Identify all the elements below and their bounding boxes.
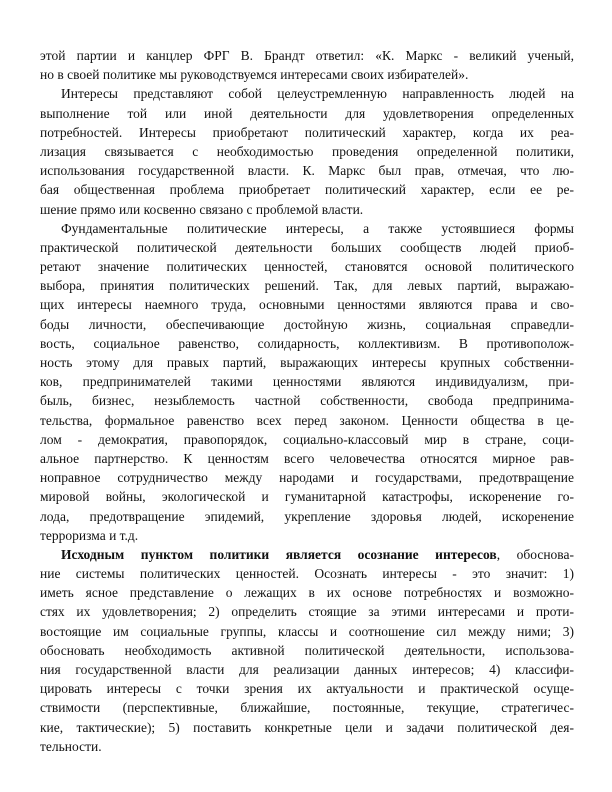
text-line: ретают значение политических ценностей, становятся основой политического xyxy=(40,259,574,275)
text-line: кие, тактические); 5) поставить конкретные цели и задачи политической дея- xyxy=(40,719,574,735)
text-line: альное партнерство. К ценностям всего человечества относятся мирное рав- xyxy=(40,450,574,466)
text-line: иметь ясное представление о лежащих в их основе потребностях и возможно- xyxy=(40,585,574,601)
bold-lead-text: Исходным пунктом политики является осознание интересов xyxy=(61,546,497,562)
text-line: обосновать необходимость активной политической деятельности, использова- xyxy=(40,642,574,658)
text-line: ствимости (перспективные, ближайшие, постоянные, текущие, стратегичес- xyxy=(40,700,574,716)
text-line: тельности. xyxy=(40,738,102,754)
text-line: ния государственной власти для реализации данных интересов; 4) классифи- xyxy=(40,662,574,677)
text-line: лом - демократия, правопорядок, социально-классовый мир в стране, соци- xyxy=(40,431,574,447)
text-line: мировой войны, экологической и гуманитарной катастрофы, искоренение го- xyxy=(40,489,574,505)
text-line: этой партии и канцлер ФРГ В. Брандт ответил: «К. Маркс - великий ученый, xyxy=(40,48,574,63)
text-line: бая общественная проблема приобретает политический характер, если ее ре- xyxy=(40,182,574,198)
paragraph xyxy=(40,84,574,218)
text-line: практической политической деятельности больших сообществ людей приоб- xyxy=(40,239,574,255)
text-line: вость, социальное равенство, солидарность, коллективизм. В противополож- xyxy=(40,335,574,351)
text-line: шение прямо или косвенно связано с проблемой власти. xyxy=(40,201,364,217)
text-line: лизация связывается с необходимостью проведения определенной политики, xyxy=(40,143,574,159)
paragraph xyxy=(40,46,574,84)
text-line: быль, бизнес, незыблемость частной собственности, свобода предпринима- xyxy=(40,393,574,409)
text-line: выбора, принятия политических решений. Так, для левых партий, выражаю- xyxy=(40,278,574,294)
text-line: ние системы политических ценностей. Осознать интересы - это значит: 1) xyxy=(40,566,574,582)
paragraph xyxy=(40,545,574,756)
text-line: ноправное сотрудничество между народами и государствами, предотвращение xyxy=(40,470,574,486)
text-line: ность этому для правых партий, выражающих интересы крупных собственни- xyxy=(40,355,574,370)
text-line: выполнение той или иной деятельности для удовлетворения определенных xyxy=(40,105,574,121)
paragraph xyxy=(40,219,574,545)
text-line: лода, предотвращение эпидемий, укрепление здоровья людей, искоренение xyxy=(40,508,574,524)
text-line: востоящие им социальные группы, классы и соотношение сил между ними; 3) xyxy=(40,623,574,639)
text-line: Интересы представляют собой целеустремленную направленность людей на xyxy=(61,86,574,102)
document-page xyxy=(40,46,574,756)
text-line: цировать интересы с точки зрения их актуальности и практической осуще- xyxy=(40,681,574,697)
text-line: тельства, формальное равенство всех перед законом. Ценности общества в це- xyxy=(40,412,574,428)
text-line: ков, предпринимателей такими ценностями являются индивидуализм, при- xyxy=(40,374,574,390)
text-line: щих интересы наемного труда, основными ценностями являются права и сво- xyxy=(40,297,574,313)
text-line xyxy=(40,545,574,564)
lead-rest-text: , обоснова- xyxy=(496,546,574,562)
text-line: боды личности, обеспечивающие достойную жизнь, социальная справедли- xyxy=(40,316,574,332)
text-line: Фундаментальные политические интересы, а также устоявшиеся формы xyxy=(61,220,574,236)
text-line: но в своей политике мы руководствуемся интересами своих избирателей». xyxy=(40,67,469,83)
text-line: использования государственной власти. К. Маркс был прав, отмечая, что лю- xyxy=(40,163,574,179)
text-line: терроризма и т.д. xyxy=(40,527,139,543)
text-line: стях их удовлетворения; 2) определить стоящие за этими интересами и проти- xyxy=(40,604,574,620)
text-line: потребностей. Интересы приобретают политический характер, когда их реа- xyxy=(40,124,574,140)
